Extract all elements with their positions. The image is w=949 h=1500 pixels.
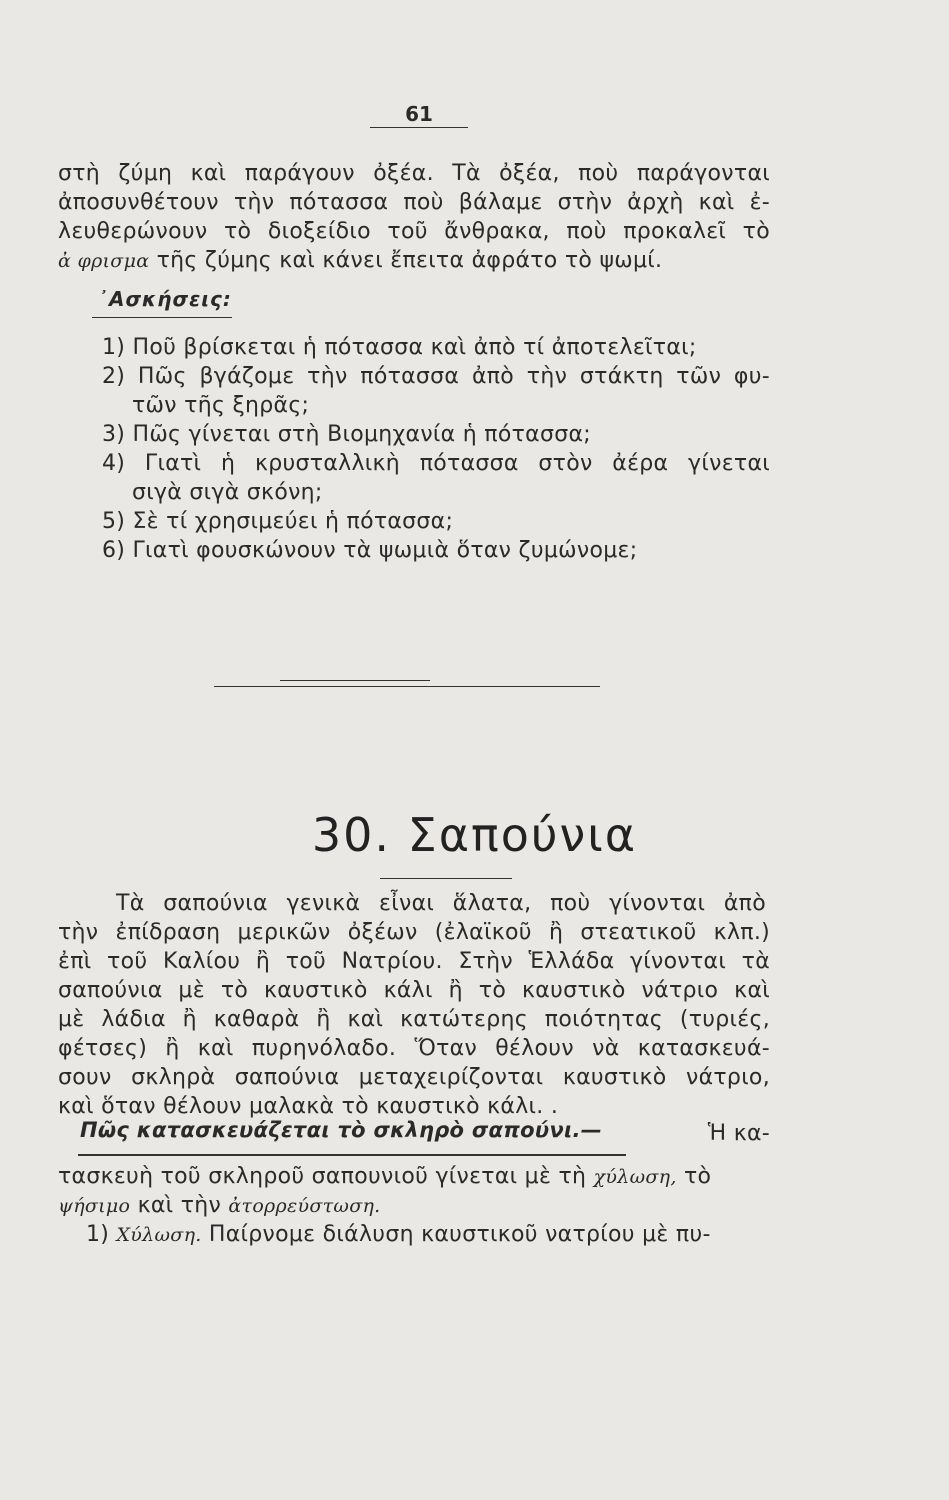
sub-line-2-end: τὸ: [676, 1164, 712, 1189]
exercise-item-cont: σιγὰ σιγὰ σκόνη;: [132, 480, 323, 505]
exercise-item: 3) Πῶς γίνεται στὴ Βιομηχανία ἡ πότασσα;: [102, 422, 591, 447]
exercise-item: 1) Ποῦ βρίσκεται ἡ πότασσα καὶ ἀπὸ τί ἀποτελεῖται;: [102, 335, 697, 360]
section-divider-short: [280, 680, 430, 681]
intro-line-3: λευθερώνουν τὸ διοξείδιο τοῦ ἄνθρακα, ποὺ προκαλεῖ τὸ: [58, 219, 770, 244]
intro-line-4: [58, 247, 770, 275]
chapter-title: 30. Σαπούνια: [311, 808, 638, 862]
chapter-line-1: Τὰ σαπούνια γενικὰ εἶναι ἅλατα, ποὺ γίνονται ἀπὸ: [116, 891, 766, 916]
section-divider: [214, 686, 600, 687]
intro-italic-word: ἀ φρισμα: [58, 250, 150, 272]
exercise-item: 5) Σὲ τί χρησιμεύει ἡ πότασσα;: [102, 509, 454, 534]
exercise-item: 2) Πῶς βγάζομε τὴν πότασσα ἀπὸ τὴν στάκτη τῶν φυ-: [102, 364, 770, 389]
exercise-item: 6) Γιατὶ φουσκώνουν τὰ ψωμιὰ ὅταν ζυμώνομε;: [102, 538, 638, 563]
chapter-line-3: ἐπὶ τοῦ Καλίου ἢ τοῦ Νατρίου. Στὴν Ἑλλάδα γίνονται τὰ: [58, 949, 770, 974]
chapter-line-2: τὴν ἐπίδραση μερικῶν ὀξέων (ἐλαϊκοῦ ἢ στεατικοῦ κλπ.): [58, 920, 770, 945]
sub-line-2: [58, 1163, 770, 1191]
subsection-heading-cont: Ἡ κα-: [707, 1121, 770, 1146]
exercise-item: 4) Γιατὶ ἡ κρυσταλλικὴ πότασσα στὸν ἀέρα γίνεται: [102, 451, 770, 476]
sub-line-4: [86, 1221, 770, 1249]
subsection-heading-rule: [78, 1154, 626, 1156]
sub-line-2-text: τασκευὴ τοῦ σκληροῦ σαπουνιοῦ γίνεται μὲ τὴ: [58, 1164, 594, 1189]
sub-line-2-italic: χύλωση,: [593, 1166, 677, 1188]
sub-line-3-mid: καὶ τὴν: [130, 1193, 229, 1218]
sub-line-4-prefix: 1): [86, 1222, 117, 1247]
exercises-heading-rule: [92, 317, 232, 318]
sub-line-4-italic: Χύλωση.: [116, 1224, 202, 1246]
intro-line-2: ἀποσυνθέτουν τὴν πότασσα ποὺ βάλαμε στὴν ἀρχὴ καὶ ἐ-: [58, 190, 770, 215]
intro-line-1: στὴ ζύμη καὶ παράγουν ὀξέα. Τὰ ὀξέα, ποὺ παράγονται: [58, 161, 770, 186]
sub-line-4-rest: Παίρνομε διάλυση καυστικοῦ νατρίου μὲ πυ-: [201, 1222, 711, 1247]
chapter-line-5: μὲ λάδια ἢ καθαρὰ ἢ καὶ κατώτερης ποιότητας (τυριές,: [58, 1007, 770, 1032]
subsection-heading: Πῶς κατασκευάζεται τὸ σκληρὸ σαπούνι.—: [80, 1118, 603, 1142]
chapter-line-7: σουν σκληρὰ σαπούνια μεταχειρίζονται καυστικὸ νάτριο,: [58, 1065, 770, 1090]
page-number-rule: [370, 127, 468, 128]
chapter-line-8: καὶ ὅταν θέλουν μαλακὰ τὸ καυστικὸ κάλι. .: [58, 1094, 559, 1119]
exercise-item-cont: τῶν τῆς ξηρᾶς;: [132, 393, 310, 418]
page-number: 61: [405, 102, 433, 126]
chapter-title-rule: [380, 878, 512, 879]
sub-line-3-italic-a: ψήσιμο: [58, 1195, 131, 1217]
intro-line-4-rest: τῆς ζύμης καὶ κάνει ἔπειτα ἀφράτο τὸ ψωμί.: [149, 248, 663, 273]
exercises-heading: ᾿Ασκήσεις:: [98, 287, 232, 311]
chapter-line-6: φέτσες) ἢ καὶ πυρηνόλαδο. Ὅταν θέλουν νὰ κατασκευά-: [58, 1036, 770, 1061]
chapter-line-4: σαπούνια μὲ τὸ καυστικὸ κάλι ἢ τὸ καυστικὸ νάτριο καὶ: [58, 978, 770, 1003]
sub-line-3-italic-b: ἀτορρεύστωση.: [228, 1195, 381, 1217]
sub-line-3: [58, 1192, 770, 1220]
